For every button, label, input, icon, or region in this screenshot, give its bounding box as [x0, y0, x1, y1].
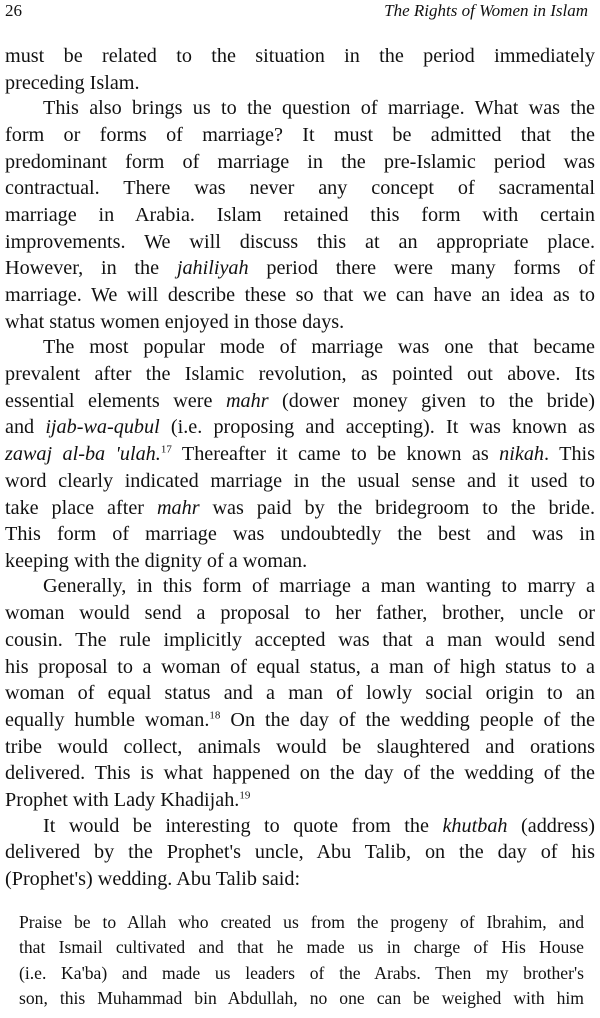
text-run: (address) [507, 814, 595, 837]
italic-term: khutbah [442, 814, 508, 837]
running-title: The Rights of Women in Islam [384, 1, 588, 20]
text-run: On the day of the wedding people of the [220, 708, 595, 731]
italic-term: ijab-wa-qubul [45, 416, 160, 439]
line: delivered. This is what happened on the day of the wedding of the [5, 762, 595, 785]
paragraph-3 [5, 335, 595, 574]
line: tribe would collect, animals would be slaughtered and orations [5, 735, 595, 758]
line [5, 256, 595, 282]
quote-line: Praise be to Allah who created us from the progeny of Ibrahim, and [19, 912, 584, 932]
line: cousin. The rule implicitly accepted was that a man would send [5, 628, 595, 651]
text-run: However, in the [5, 257, 177, 280]
line: marriage. We will describe these so that we can have an idea as to [5, 284, 595, 307]
paragraph-4 [5, 574, 595, 813]
block-quote [19, 910, 584, 1012]
quote-line: that Ismail cultivated and that he made us in charge of His House [19, 937, 584, 958]
italic-term: mahr [156, 496, 200, 519]
line: The most popular mode of marriage was one that became [43, 336, 595, 359]
text-run: It would be interesting to quote from the [43, 814, 443, 837]
line: Generally, in this form of marriage a man wanting to marry a [43, 575, 595, 598]
text-run: period there were many forms of [248, 257, 596, 280]
text-run: was paid by the bridegroom to the bride. [199, 496, 595, 519]
line: keeping with the dignity of a woman. [5, 549, 308, 572]
page-number: 26 [5, 1, 22, 20]
text-run: Thereafter it came to be known as [171, 443, 500, 466]
line [5, 708, 595, 734]
text-run: take place after [5, 496, 157, 519]
line [5, 415, 595, 441]
line: prevalent after the Islamic revolution, as pointed out above. Its [5, 363, 595, 386]
line: his proposal to a woman of equal status, a man of high status to a [5, 655, 595, 678]
line: marriage in Arabia. Islam retained this form with certain [5, 204, 595, 227]
line: word clearly indicated marriage in the usual sense and it used to [5, 469, 595, 492]
paragraph-1 [5, 44, 595, 96]
text-run: essential elements were [5, 389, 226, 412]
footnote-ref: 17 [160, 443, 172, 456]
running-head [5, 1, 588, 23]
paragraph-2 [5, 96, 595, 335]
italic-term: zawaj al-ba 'ulah. [5, 443, 161, 466]
text-run: equally humble woman. [5, 708, 210, 731]
line: woman would send a proposal to her father, brother, uncle or [5, 602, 595, 625]
footnote-ref: 19 [239, 789, 251, 802]
text-run: . This [544, 443, 596, 466]
line: form or forms of marriage? It must be admitted that the [5, 123, 595, 146]
line [5, 389, 595, 415]
line: must be related to the situation in the period immediately [5, 45, 595, 67]
quote-line: son, this Muhammad bin Abdullah, no one can be weighed with him [19, 988, 584, 1009]
italic-term: mahr [225, 389, 269, 412]
line [5, 496, 595, 522]
line: improvements. We will discuss this at an appropriate place. [5, 230, 595, 253]
italic-term: nikah [499, 443, 545, 466]
italic-term: jahiliyah [176, 257, 249, 280]
line: preceding Islam. [5, 71, 140, 94]
line [5, 814, 595, 840]
line: (Prophet's) wedding. Abu Talib said: [5, 867, 301, 890]
line: delivered by the Prophet's uncle, Abu Talib, on the day of his [5, 841, 595, 864]
text-run: and [5, 416, 46, 439]
line [5, 788, 595, 814]
line: contractual. There was never any concept of sacramental [5, 177, 595, 200]
line: This form of marriage was undoubtedly the best and was in [5, 523, 595, 546]
body-text [5, 44, 595, 893]
line: what status women enjoyed in those days. [5, 310, 345, 333]
line: This also brings us to the question of marriage. What was the [43, 97, 595, 120]
text-run: (dower money given to the bride) [268, 389, 595, 412]
text-run: Prophet with Lady Khadijah. [5, 788, 240, 811]
footnote-ref: 18 [209, 709, 221, 722]
text-run: (i.e. proposing and accepting). It was known as [159, 416, 595, 439]
line: predominant form of marriage in the pre-Islamic period was [5, 150, 595, 173]
quote-line: (i.e. Ka'ba) and made us leaders of the Arabs. Then my brother's [19, 962, 584, 983]
line [5, 442, 595, 468]
paragraph-5 [5, 814, 595, 893]
line: woman of equal status and a man of lowly social origin to an [5, 682, 595, 705]
